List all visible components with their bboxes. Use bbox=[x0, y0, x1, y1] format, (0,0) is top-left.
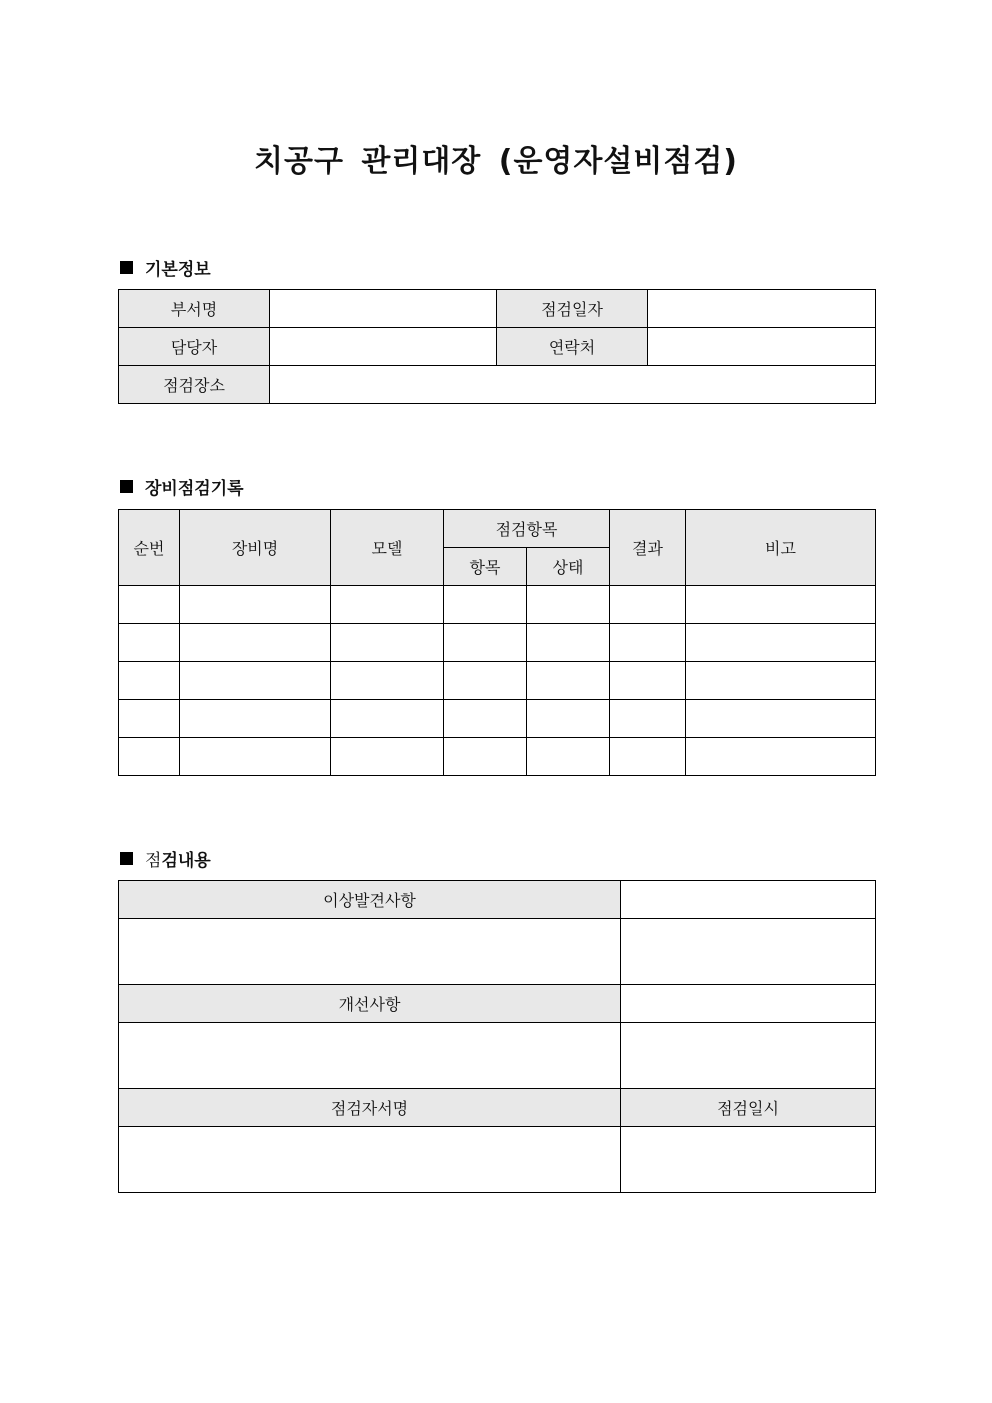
table-cell[interactable] bbox=[119, 586, 180, 624]
inspector-signature-field[interactable] bbox=[119, 1127, 621, 1193]
table-row bbox=[119, 1127, 876, 1193]
table-cell[interactable] bbox=[610, 662, 686, 700]
table-cell[interactable] bbox=[444, 662, 527, 700]
table-cell[interactable] bbox=[444, 738, 527, 776]
inspection-content-table bbox=[118, 880, 876, 1193]
check-items-header: 점검항목 bbox=[444, 510, 610, 548]
table-cell[interactable] bbox=[621, 1023, 876, 1089]
table-cell[interactable] bbox=[686, 586, 876, 624]
section-heading-basic-info bbox=[120, 255, 211, 280]
table-cell[interactable] bbox=[331, 586, 444, 624]
table-cell[interactable] bbox=[621, 919, 876, 985]
table-cell[interactable] bbox=[686, 662, 876, 700]
table-cell[interactable] bbox=[527, 662, 610, 700]
table-row bbox=[119, 366, 876, 404]
header-row bbox=[119, 510, 876, 548]
inspect-datetime-label: 점검일시 bbox=[621, 1089, 876, 1127]
table-cell[interactable] bbox=[331, 700, 444, 738]
table-cell[interactable] bbox=[331, 624, 444, 662]
section-title-prefix: 점 bbox=[145, 851, 162, 871]
table-cell[interactable] bbox=[527, 738, 610, 776]
table-row bbox=[119, 328, 876, 366]
table-cell[interactable] bbox=[621, 881, 876, 919]
improvements-field[interactable] bbox=[119, 1023, 621, 1089]
table-cell[interactable] bbox=[610, 624, 686, 662]
table-cell[interactable] bbox=[621, 985, 876, 1023]
table-row bbox=[119, 624, 876, 662]
page-title: 치공구 관리대장 (운영자설비점검) bbox=[253, 144, 739, 179]
table-cell[interactable] bbox=[610, 586, 686, 624]
anomalies-label: 이상발견사항 bbox=[119, 881, 621, 919]
table-cell[interactable] bbox=[444, 624, 527, 662]
inspect-date-label: 점검일자 bbox=[497, 290, 648, 328]
anomalies-field[interactable] bbox=[119, 919, 621, 985]
table-cell[interactable] bbox=[331, 738, 444, 776]
note-header: 비고 bbox=[686, 510, 876, 586]
table-row bbox=[119, 586, 876, 624]
table-cell[interactable] bbox=[119, 624, 180, 662]
table-cell[interactable] bbox=[119, 662, 180, 700]
square-bullet-icon bbox=[120, 852, 133, 865]
table-cell[interactable] bbox=[610, 700, 686, 738]
section-title: 장비점검기록 bbox=[145, 479, 244, 499]
table-row bbox=[119, 290, 876, 328]
square-bullet-icon bbox=[120, 261, 133, 274]
manager-label: 담당자 bbox=[119, 328, 270, 366]
result-header: 결과 bbox=[610, 510, 686, 586]
table-cell[interactable] bbox=[180, 738, 331, 776]
inspect-datetime-field[interactable] bbox=[621, 1127, 876, 1193]
table-cell[interactable] bbox=[444, 586, 527, 624]
name-header: 장비명 bbox=[180, 510, 331, 586]
table-cell[interactable] bbox=[444, 700, 527, 738]
table-cell[interactable] bbox=[180, 586, 331, 624]
equipment-table bbox=[118, 509, 876, 776]
table-row bbox=[119, 881, 876, 919]
dept-field[interactable] bbox=[270, 290, 497, 328]
dept-label: 부서명 bbox=[119, 290, 270, 328]
table-cell[interactable] bbox=[527, 700, 610, 738]
table-cell[interactable] bbox=[527, 624, 610, 662]
table-cell[interactable] bbox=[686, 624, 876, 662]
table-cell[interactable] bbox=[180, 700, 331, 738]
table-row bbox=[119, 985, 876, 1023]
square-bullet-icon bbox=[120, 480, 133, 493]
section-heading-content bbox=[120, 846, 211, 871]
section-title: 기본정보 bbox=[145, 260, 211, 280]
table-row bbox=[119, 919, 876, 985]
table-cell[interactable] bbox=[180, 624, 331, 662]
contact-label: 연락처 bbox=[497, 328, 648, 366]
location-field[interactable] bbox=[270, 366, 876, 404]
table-cell[interactable] bbox=[686, 738, 876, 776]
status-header: 상태 bbox=[527, 548, 610, 586]
item-header: 항목 bbox=[444, 548, 527, 586]
model-header: 모델 bbox=[331, 510, 444, 586]
seq-header: 순번 bbox=[119, 510, 180, 586]
table-cell[interactable] bbox=[119, 738, 180, 776]
table-cell[interactable] bbox=[686, 700, 876, 738]
table-cell[interactable] bbox=[180, 662, 331, 700]
table-row bbox=[119, 662, 876, 700]
contact-field[interactable] bbox=[648, 328, 876, 366]
table-cell[interactable] bbox=[331, 662, 444, 700]
table-row bbox=[119, 1089, 876, 1127]
section-title: 검내용 bbox=[161, 851, 211, 871]
table-cell[interactable] bbox=[119, 700, 180, 738]
improvements-label: 개선사항 bbox=[119, 985, 621, 1023]
table-cell[interactable] bbox=[527, 586, 610, 624]
table-row bbox=[119, 738, 876, 776]
table-cell[interactable] bbox=[610, 738, 686, 776]
basic-info-table bbox=[118, 289, 876, 404]
table-row bbox=[119, 700, 876, 738]
location-label: 점검장소 bbox=[119, 366, 270, 404]
inspector-signature-label: 점검자서명 bbox=[119, 1089, 621, 1127]
section-heading-equipment bbox=[120, 474, 244, 499]
inspect-date-field[interactable] bbox=[648, 290, 876, 328]
manager-field[interactable] bbox=[270, 328, 497, 366]
table-row bbox=[119, 1023, 876, 1089]
